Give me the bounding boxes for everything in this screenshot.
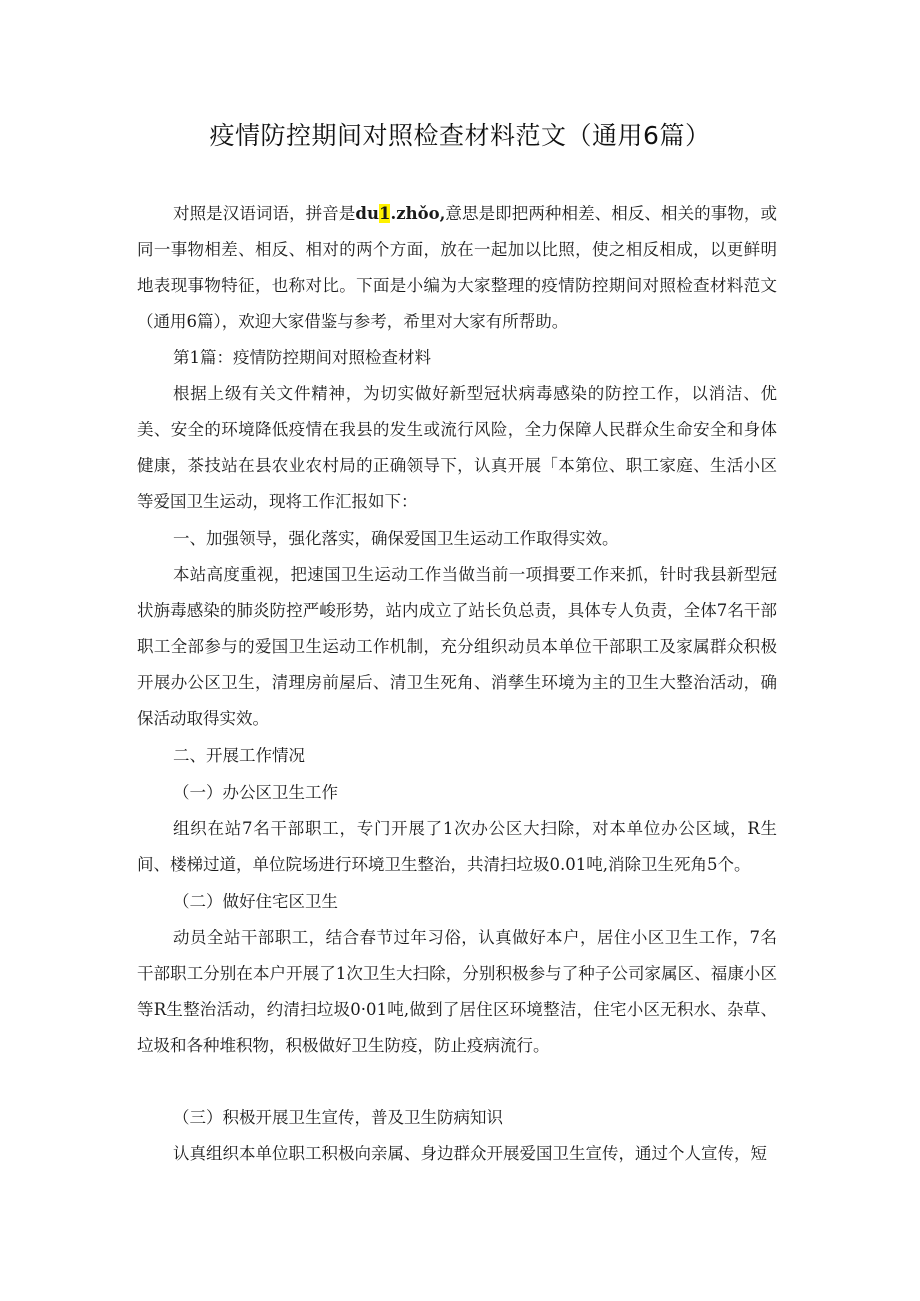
document-title: 疫情防控期间对照检查材料范文（通用6篇）	[209, 121, 711, 150]
intro-text-rest: 意思是即把两种相差、相反、相关的事物，或同一事物相差、相反、相对的两个方面，放在一起加以比照，使之相反相成，以更鲜明地表现事物特征，也称对比。下面是小编为大家整理的疫情防控期间对照检查材料范文（通用6篇），欢迎大家借鉴与参考，希里对大家有所帮助。	[137, 204, 778, 331]
intro-text-start: 对照是汉语词语，拼音是	[173, 204, 356, 223]
intro-paragraph	[137, 196, 777, 340]
paragraph-publicity: 认真组织本单位职工积极向亲属、身边群众开展爱国卫生宣传，通过个人宣传，短	[173, 1144, 767, 1163]
paragraph-leadership: 本站高度重视，把速国卫生运动工作当做当前一项揖要工作来抓，针时我县新型冠状旃毒感染的肺炎防控严峻形势，站内成立了站长负总责，具体专人负责，全体7名干部职工全部参与的爱国卫生运动工作机制，充分组织动员本单位干部职工及家属群众积极开展办公区卫生，清理房前屋后、清卫生死角、消孳生环境为主的卫生大整治活动，确保活动取得实效。	[137, 565, 777, 728]
paragraph-office: 组织在站7名干部职工，专门开展了1次办公区大扫除，对本单位办公区域，R生间、楼梯过道，单位院场进行环境卫生整治，共清扫垃圾0.01吨,消除卫生死角5个。	[137, 819, 777, 874]
pinyin-highlight: 1	[378, 204, 391, 223]
subsection-office-heading: （一）办公区卫生工作	[173, 783, 338, 802]
paragraph-background: 根据上级有关文件精神，为切实做好新型冠状病毒感染的防控工作，以消洁、优美、安全的环境降低疫情在我县的发生或流行风险，全力保障人民群众生命安全和身体健康，茶技站在县农业农村局的正确领导下，认真开展「本第位、职工家庭、生活小区等爱国卫生运动，现将工作汇报如下：	[137, 384, 777, 511]
pinyin-part-b: .zhǒo,	[390, 204, 446, 223]
subsection-residence-heading: （二）做好住宅区卫生	[173, 892, 338, 911]
pinyin-part-a: du	[355, 204, 379, 223]
section-1-heading: 一、加强领导，强化落实，确保爱国卫生运动工作取得实效。	[173, 529, 619, 548]
subsection-publicity-heading: （三）积极开展卫生宣传，普及卫生防病知识	[173, 1108, 503, 1127]
section-2-heading: 二、开展工作情况	[173, 746, 305, 765]
part-1-heading: 第1篇：疫情防控期间对照检查材料	[173, 348, 431, 367]
paragraph-residence: 动员全站干部职工，结合春节过年习俗，认真做好本户，居住小区卫生工作，7名干部职工分别在本户开展了1次卫生大扫除，分别积极参与了种子公司家属区、福康小区等R生整治活动，约清扫垃圾0·01吨,做到了居住区环境整洁，住宅小区无积水、杂草、垃圾和各种堆积物，积极做好卫生防疫，防止疫病流行。	[137, 928, 777, 1055]
